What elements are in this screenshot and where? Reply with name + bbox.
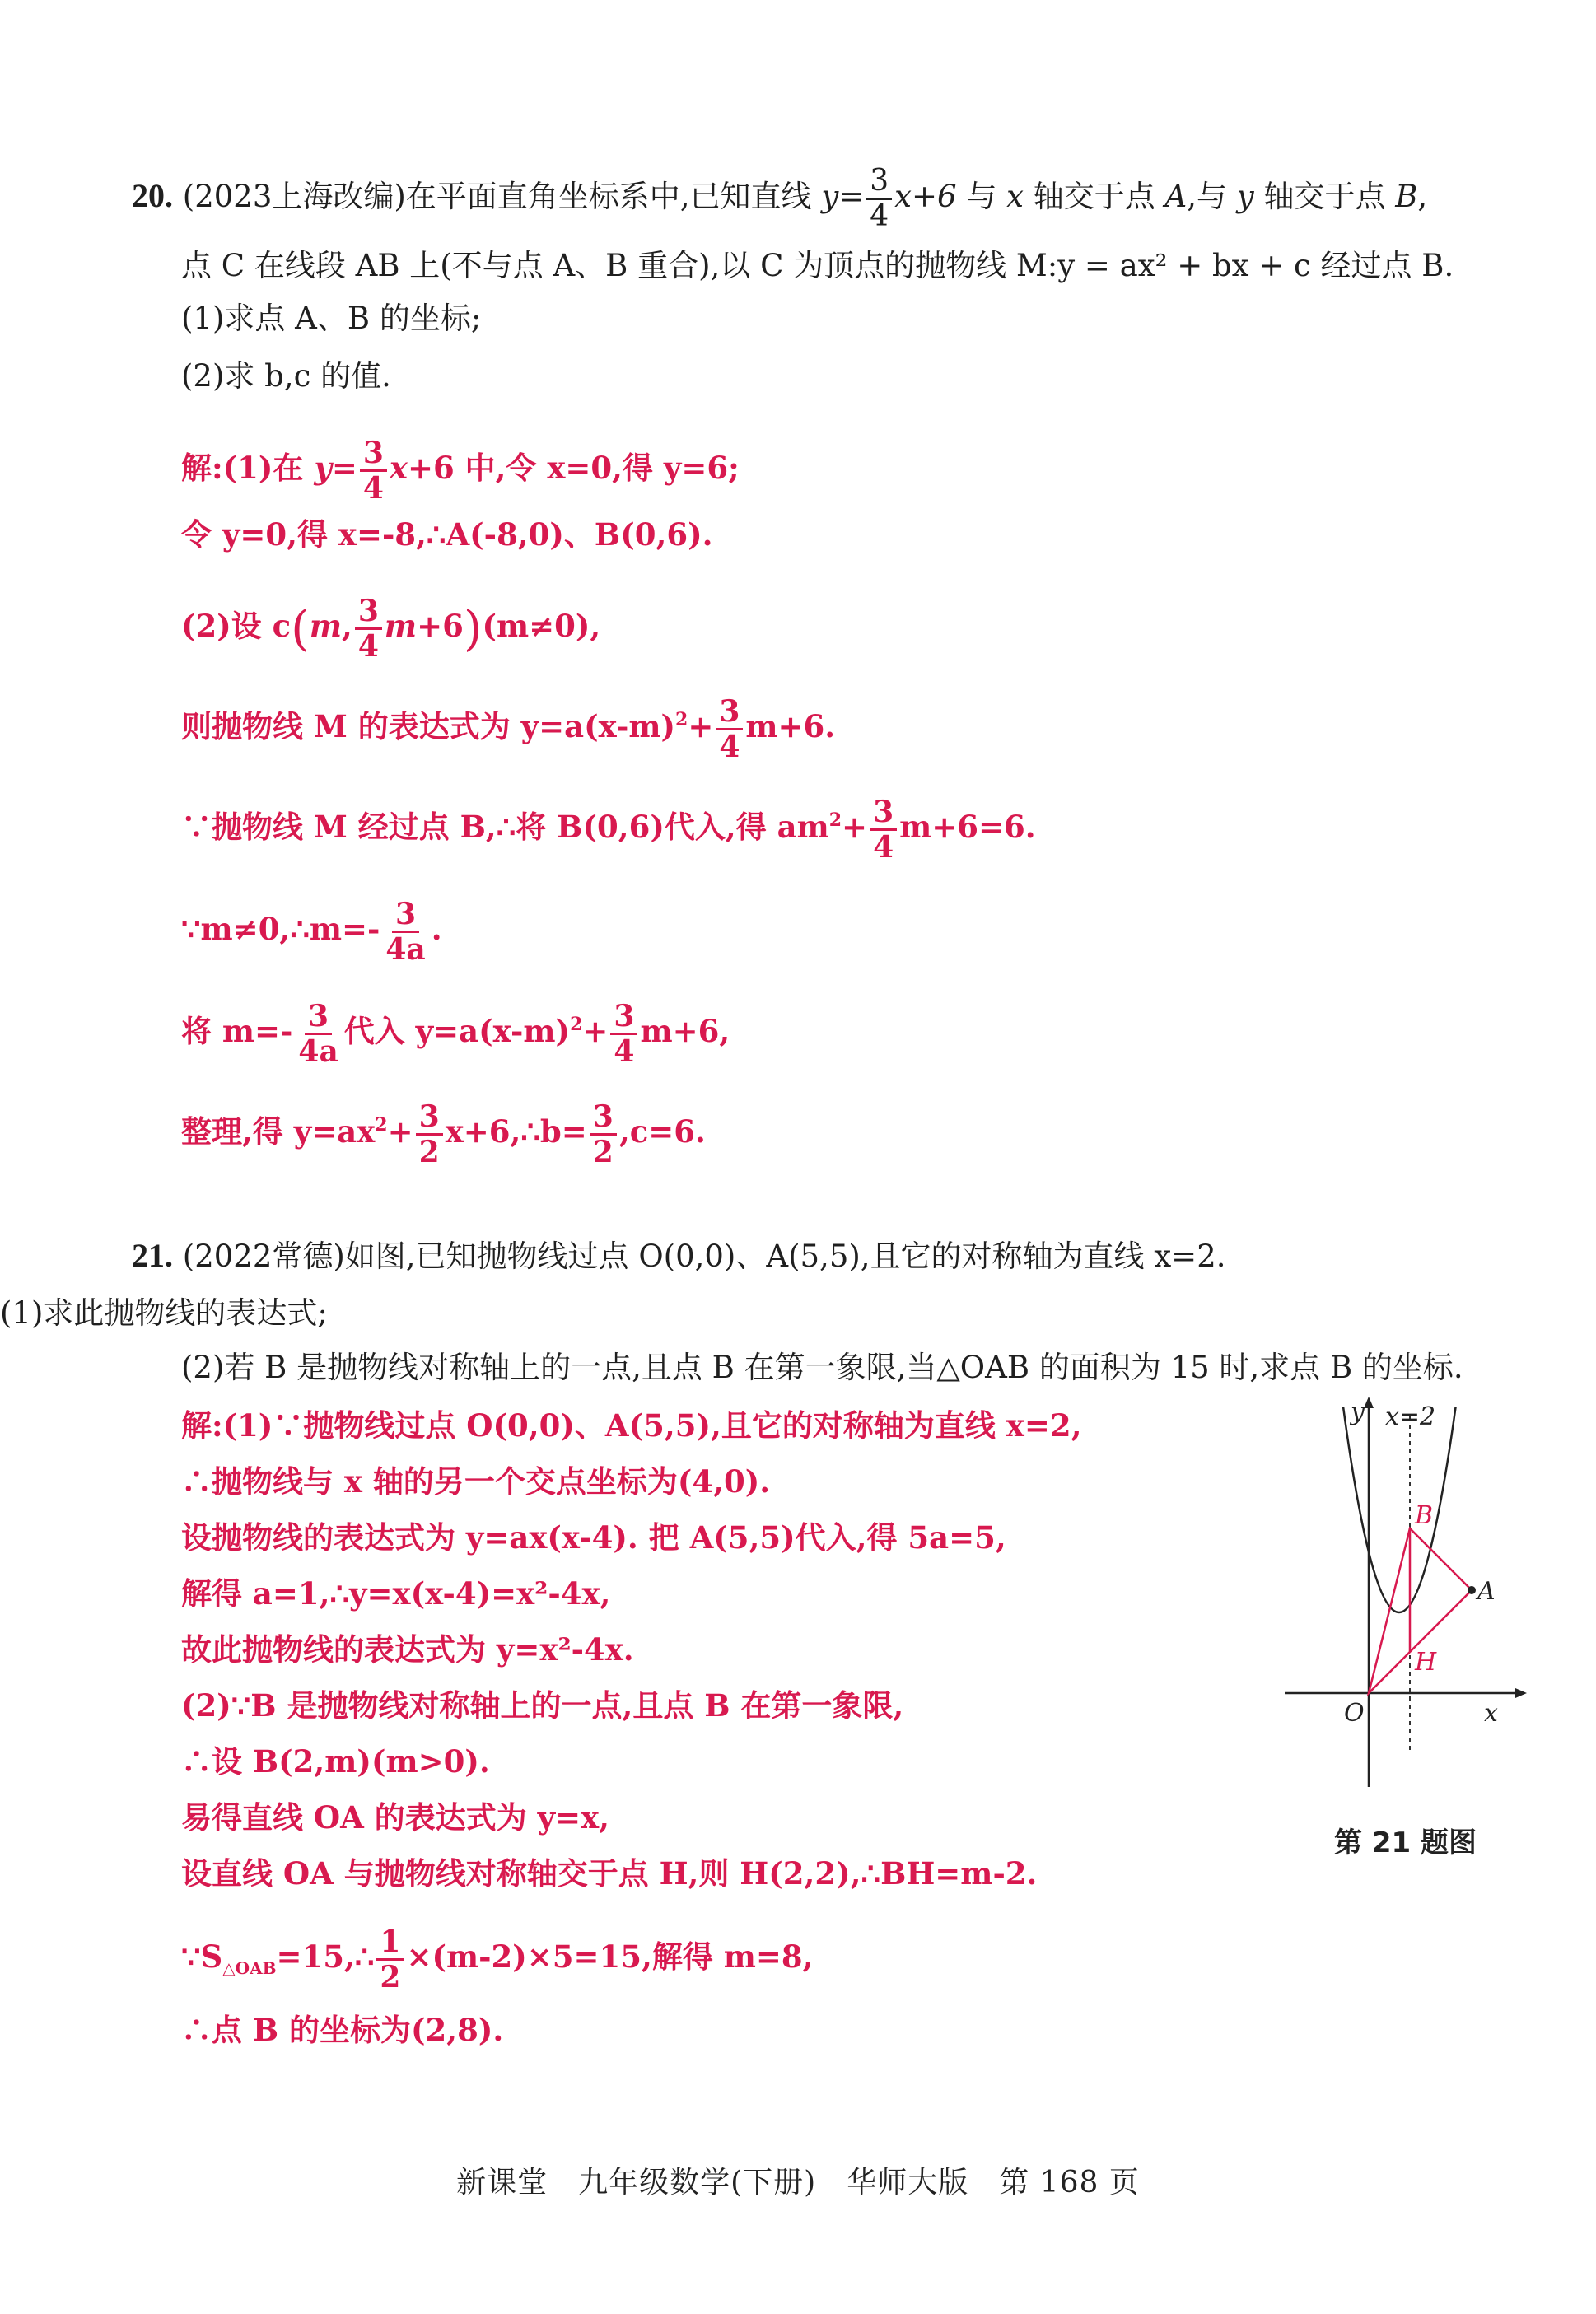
q21-sol-1: 解:(1)∵抛物线过点 O(0,0)、A(5,5),且它的对称轴为直线 x=2, xyxy=(181,1407,1082,1444)
q21-sol-3: 设抛物线的表达式为 y=ax(x-4). 把 A(5,5)代入,得 5a=5, xyxy=(181,1519,1006,1556)
q21-figure xyxy=(1268,1392,1540,1803)
q20-sol-7: 将 m=- $\frac{3}{4a}$ 代入 $y=a(x-m)^2+$ $\frac{3}{4}$ m+6, xyxy=(181,999,730,1069)
q20-part1: (1)求点 A、B 的坐标; xyxy=(181,301,482,336)
x-axis-arrow-icon xyxy=(1515,1688,1527,1698)
q20-part2: (2)求 b,c 的值. xyxy=(181,358,391,394)
x-label: x xyxy=(1484,1699,1498,1728)
q21-sol-2: ∴抛物线与 x 轴的另一个交点坐标为(4,0). xyxy=(181,1463,771,1500)
q21-number: 21. xyxy=(132,1237,173,1274)
page-footer: 新课堂 九年级数学(下册) 华师大版 第 168 页 xyxy=(456,2166,1140,2200)
point-a xyxy=(1468,1586,1476,1594)
q21-sol-10: $\because S_{\triangle OAB}=15,\therefore$ $\frac{1}{2}$ ×(m-2)×5=15,解得 m=8, xyxy=(181,1924,814,1994)
point-h-label: H xyxy=(1415,1648,1437,1677)
q20-sol-6: ∵m≠0,∴m=- $\frac{3}{4a}$ . xyxy=(181,897,442,967)
y-axis-arrow-icon xyxy=(1364,1397,1374,1408)
q21-sol-6: (2)∵B 是抛物线对称轴上的一点,且点 B 在第一象限, xyxy=(181,1687,904,1724)
q20-line2: 点 C 在线段 AB 上(不与点 A、B 重合),以 C 为顶点的抛物线 M:y = ax² + bx + c 经过点 B. xyxy=(181,248,1454,283)
q20-number: 20. xyxy=(132,177,173,214)
q21-line1: 21. (2022常德)如图,已知抛物线过点 O(0,0)、A(5,5),且它的对称轴为直线 x=2. xyxy=(132,1237,1226,1274)
figure-caption: 第 21 题图 xyxy=(1334,1826,1477,1859)
q21-part2: (2)若 B 是抛物线对称轴上的一点,且点 B 在第一象限,当△OAB 的面积为 15 时,求点 B 的坐标. xyxy=(181,1350,1463,1385)
q21-sol-11: ∴点 B 的坐标为(2,8). xyxy=(181,2012,504,2048)
q21-part1: (1)求此抛物线的表达式; xyxy=(0,1295,328,1331)
q20-sol-8: 整理,得 $y=ax^2+$ $\frac{3}{2}$ x+6,∴b= $\frac{3}{2}$ ,c=6. xyxy=(181,1099,706,1169)
q20-sol-5: ∵抛物线 M 经过点 B,∴将 B(0,6)代入,得 $am^2+$ $\frac{3}{4}$ m+6=6. xyxy=(181,795,1036,865)
origin-label: O xyxy=(1344,1699,1365,1728)
q21-sol-4: 解得 a=1,∴y=x(x-4)=x²-4x, xyxy=(181,1575,611,1612)
point-a-label: A xyxy=(1477,1577,1496,1606)
y-label: y xyxy=(1351,1397,1365,1426)
q21-sol-7: ∴设 B(2,m)(m>0). xyxy=(181,1743,490,1780)
q21-sol-8: 易得直线 OA 的表达式为 y=x, xyxy=(181,1799,610,1836)
q20-line1: 20. (2023上海改编)在平面直角坐标系中,已知直线 y= $\frac{3}{4}$ x+6 与 x 轴交于点 A,与 y 轴交于点 B, xyxy=(132,164,1428,233)
q20-sol-3: (2)设 c(m, $\frac{3}{4}$ m+6)(m≠0), xyxy=(181,594,601,664)
fraction: $\frac{3}{4}$ xyxy=(866,165,892,233)
q20-sol-1: 解:(1)在 y= $\frac{3}{4}$ x+6 中,令 x=0,得 y=6; xyxy=(181,436,740,506)
symmetry-axis-label: x=2 xyxy=(1385,1402,1436,1431)
q20-sol-2: 令 y=0,得 x=-8,∴A(-8,0)、B(0,6). xyxy=(181,516,713,553)
q21-sol-5: 故此抛物线的表达式为 y=x²-4x. xyxy=(181,1631,634,1668)
q20-sol-4: 则抛物线 M 的表达式为 $y=a(x-m)^2+$ $\frac{3}{4}$ m+6. xyxy=(181,694,836,764)
point-b-label: B xyxy=(1415,1501,1434,1530)
q21-sol-9: 设直线 OA 与抛物线对称轴交于点 H,则 H(2,2),∴BH=m-2. xyxy=(181,1855,1038,1892)
